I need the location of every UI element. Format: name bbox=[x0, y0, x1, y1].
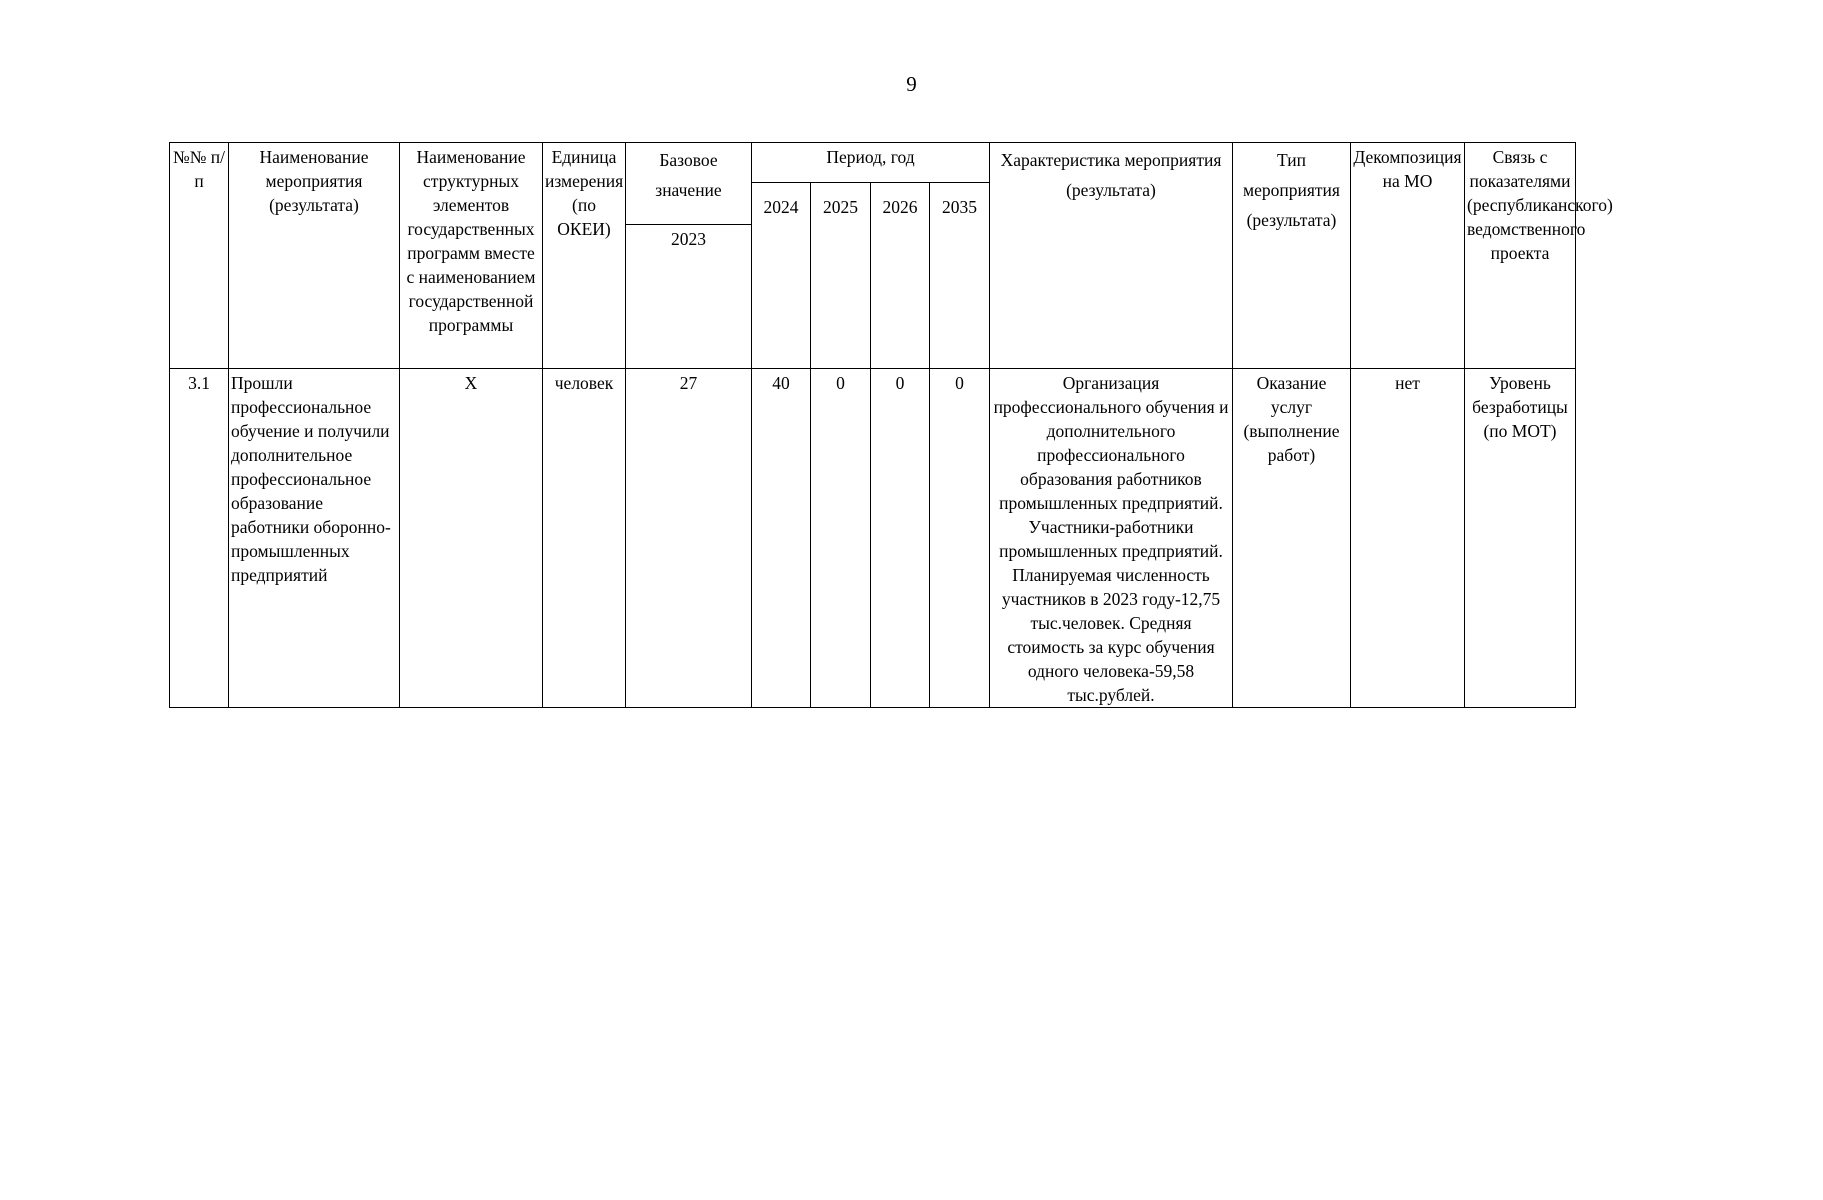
header-period: Период, год bbox=[752, 143, 990, 183]
header-num: №№ п/п bbox=[170, 143, 229, 369]
header-year-3: 2026 bbox=[871, 183, 930, 369]
header-char: Характеристика мероприятия (результата) bbox=[990, 143, 1233, 369]
table-row bbox=[170, 369, 1576, 708]
header-base: Базовое значение bbox=[626, 143, 752, 225]
cell-name: Прошли профессиональное обучение и получили дополнительное профессиональное образование работники оборонно-промышленных предприятий bbox=[229, 369, 400, 708]
cell-value-2024: 40 bbox=[752, 369, 811, 708]
cell-link: Уровень безработицы (по МОТ) bbox=[1465, 369, 1576, 708]
header-link: Связь с показателями (республиканского) ведомственного проекта bbox=[1465, 143, 1576, 369]
cell-char: Организация профессионального обучения и дополнительного профессионального образования работников промышленных предприятий. Участники-работники промышленных предприятий. Планируемая численность участников в 2023 году-12,75 тыс.человек. Средняя стоимость за курс обучения одного человека-59,58 тыс.рублей. bbox=[990, 369, 1233, 708]
header-year-4: 2035 bbox=[930, 183, 990, 369]
header-type: Тип мероприятия (результата) bbox=[1233, 143, 1351, 369]
cell-value-2026: 0 bbox=[871, 369, 930, 708]
cell-value-2025: 0 bbox=[811, 369, 871, 708]
cell-unit: человек bbox=[543, 369, 626, 708]
header-struct: Наименование структурных элементов государственных программ вместе с наименованием государственной программы bbox=[400, 143, 543, 369]
header-year-1: 2024 bbox=[752, 183, 811, 369]
header-base-year: 2023 bbox=[626, 225, 752, 369]
cell-num: 3.1 bbox=[170, 369, 229, 708]
cell-decomp: нет bbox=[1351, 369, 1465, 708]
header-year-2: 2025 bbox=[811, 183, 871, 369]
header-unit: Единица измерения (по ОКЕИ) bbox=[543, 143, 626, 369]
measures-table bbox=[169, 142, 1613, 708]
page-number: 9 bbox=[906, 72, 917, 96]
cell-type: Оказание услуг (выполнение работ) bbox=[1233, 369, 1351, 708]
cell-value-2035: 0 bbox=[930, 369, 990, 708]
cell-base: 27 bbox=[626, 369, 752, 708]
cell-struct: Х bbox=[400, 369, 543, 708]
header-decomp: Декомпозиция на МО bbox=[1351, 143, 1465, 369]
header-name: Наименование мероприятия (результата) bbox=[229, 143, 400, 369]
